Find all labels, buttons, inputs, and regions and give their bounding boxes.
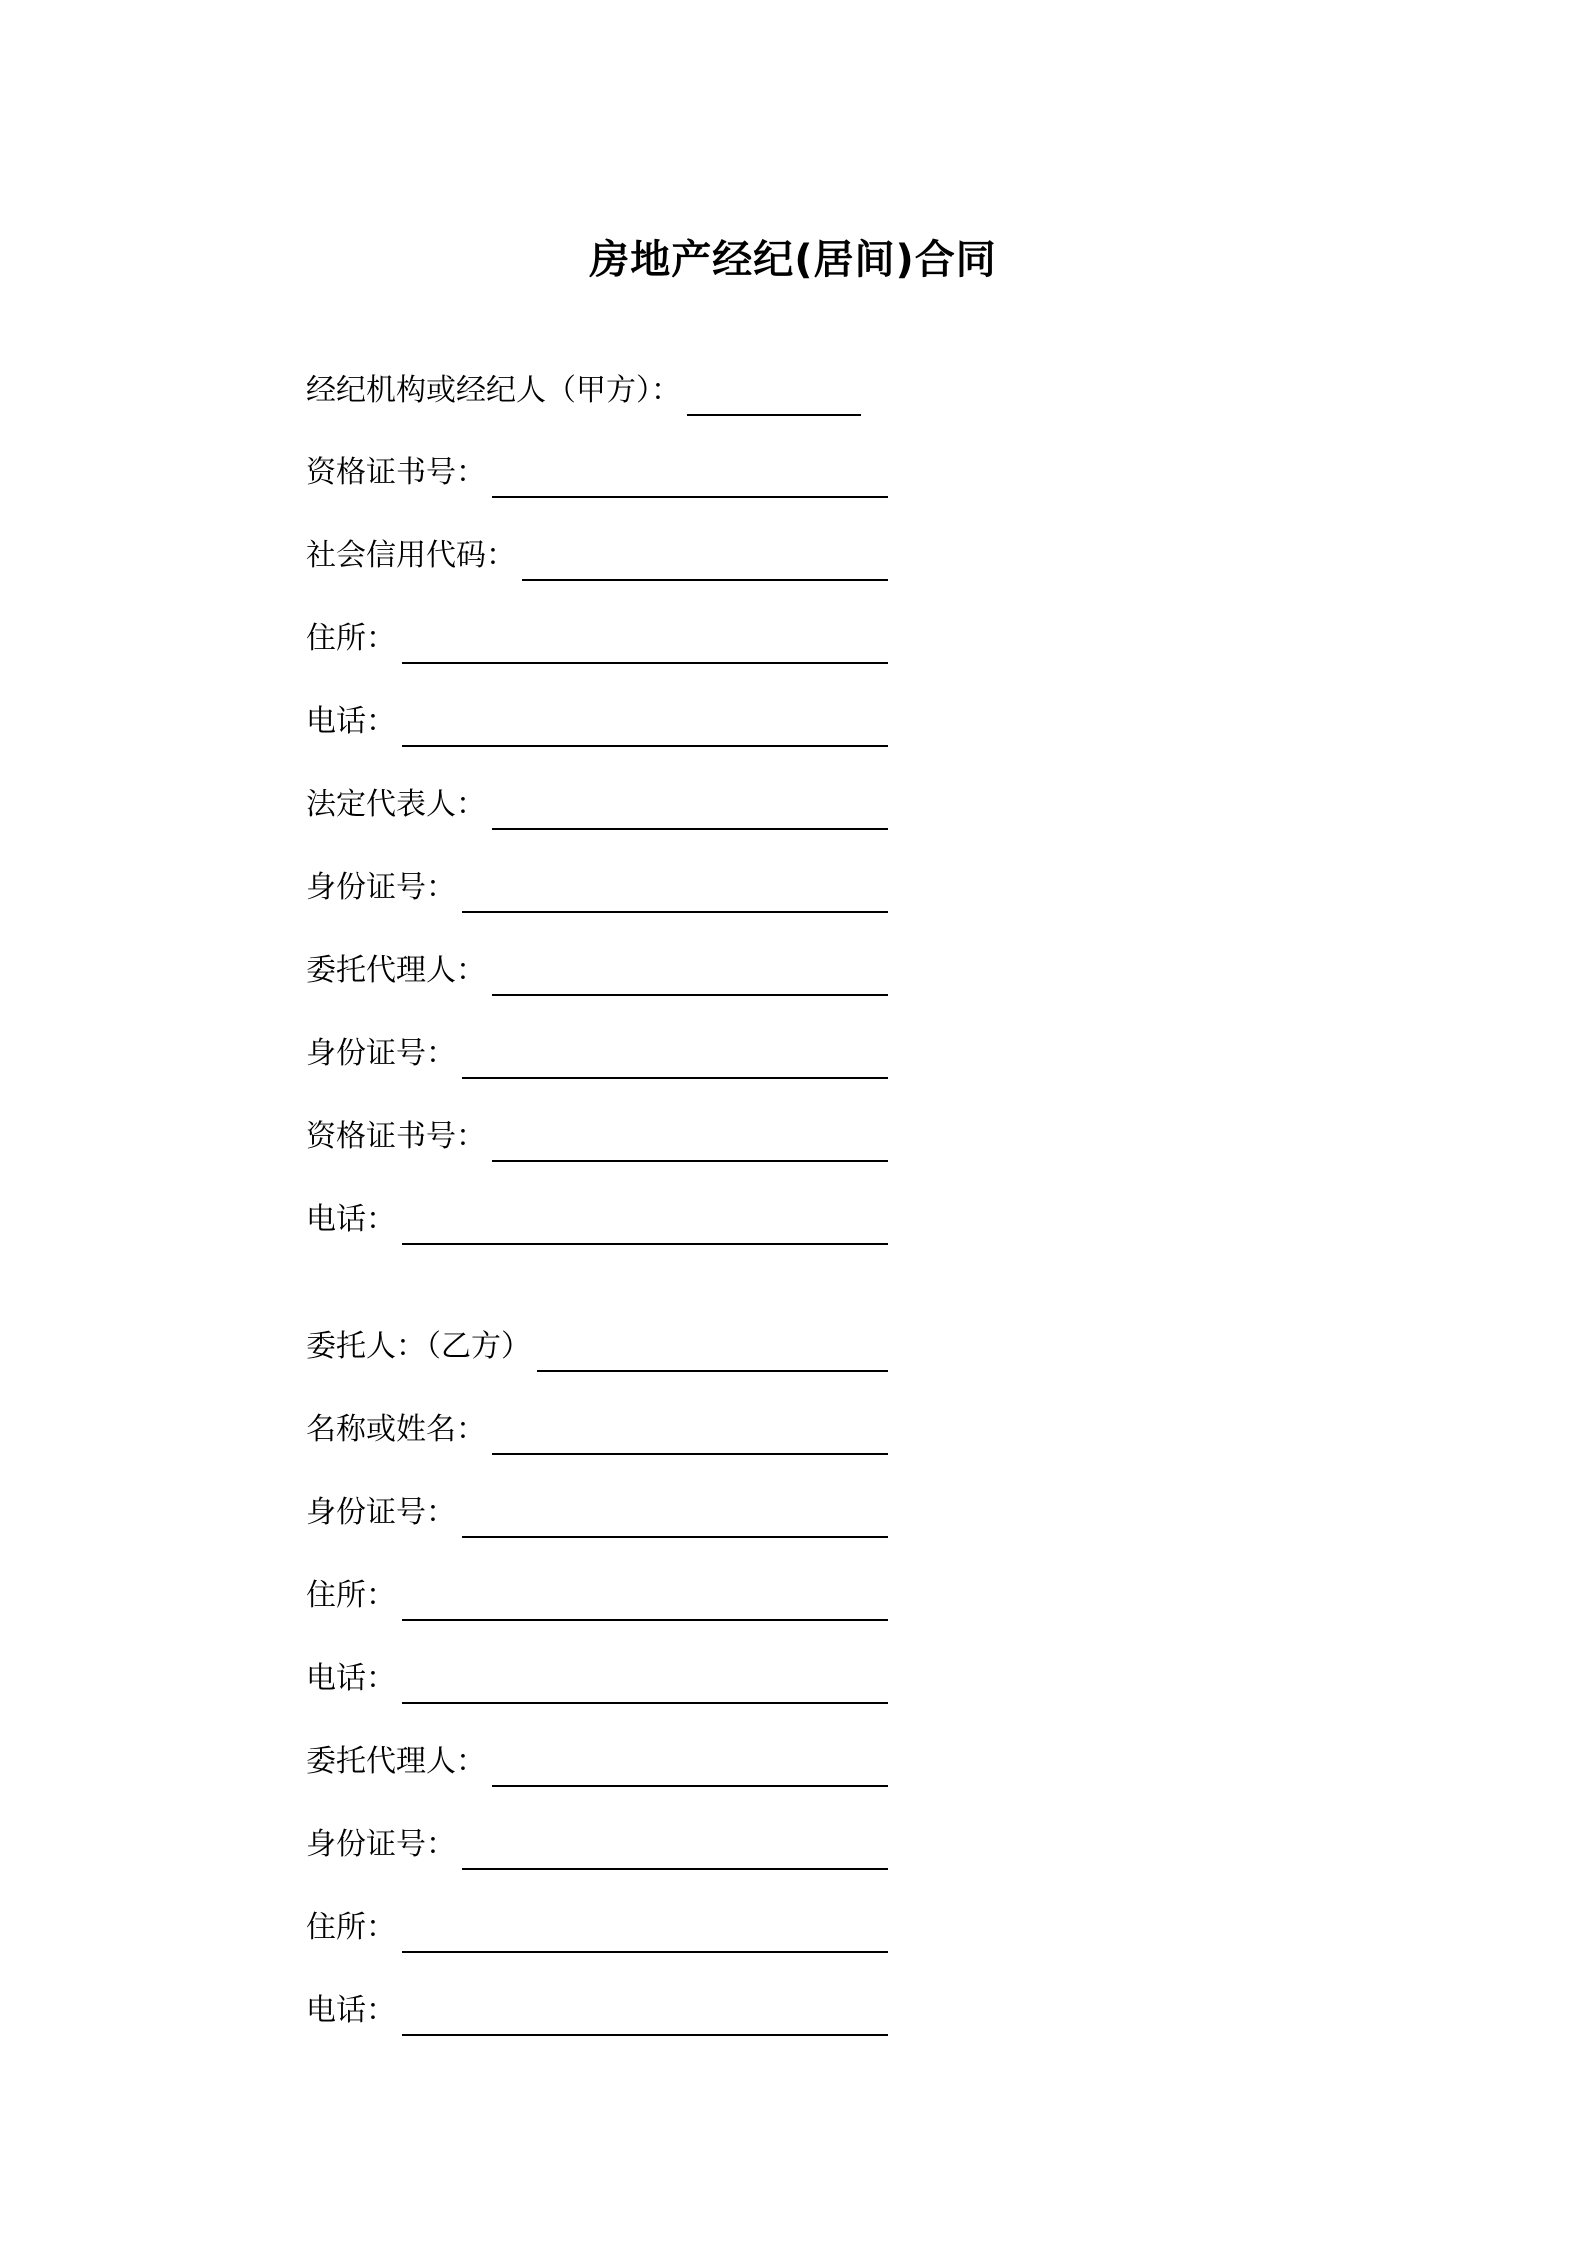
blank-line[interactable] <box>402 1992 888 2036</box>
field-label: 委托代理人： <box>306 1744 486 1779</box>
blank-line[interactable] <box>537 1328 888 1372</box>
blank-line[interactable] <box>462 1826 888 1870</box>
form-field-agent <box>306 946 888 996</box>
form-field-agent-qualification-cert <box>306 1112 888 1162</box>
form-field-agent-id-number <box>306 1029 888 1079</box>
blank-line[interactable] <box>687 372 861 416</box>
field-label: 委托人：（乙方） <box>306 1329 531 1364</box>
blank-line[interactable] <box>462 1035 888 1079</box>
field-label: 住所： <box>306 1910 396 1945</box>
field-label: 身份证号： <box>306 870 456 905</box>
blank-line[interactable] <box>402 1201 888 1245</box>
form-field-credit-code <box>306 531 888 581</box>
form-field-address <box>306 614 888 664</box>
form-field-qualification-cert <box>306 448 888 498</box>
page-title: 房地产经纪(居间)合同 <box>589 237 997 283</box>
field-label: 经纪机构或经纪人（甲方）： <box>306 373 681 408</box>
blank-line[interactable] <box>492 952 888 996</box>
field-label: 资格证书号： <box>306 1119 486 1154</box>
form-field-client-agent-address <box>306 1903 888 1953</box>
blank-line[interactable] <box>402 1909 888 1953</box>
form-field-client-address <box>306 1571 888 1621</box>
form-field-client-id-number <box>306 1488 888 1538</box>
field-label: 社会信用代码： <box>306 538 516 573</box>
blank-line[interactable] <box>462 869 888 913</box>
form-field-agency <box>306 366 888 416</box>
field-label: 电话： <box>306 1993 396 2028</box>
field-label: 住所： <box>306 1578 396 1613</box>
blank-line[interactable] <box>402 703 888 747</box>
blank-line[interactable] <box>522 537 888 581</box>
form-field-phone <box>306 697 888 747</box>
blank-line[interactable] <box>492 1411 888 1455</box>
field-label: 法定代表人： <box>306 787 486 822</box>
field-label: 身份证号： <box>306 1495 456 1530</box>
form-field-client-agent <box>306 1737 888 1787</box>
field-label: 电话： <box>306 704 396 739</box>
blank-line[interactable] <box>492 786 888 830</box>
blank-line[interactable] <box>402 1660 888 1704</box>
blank-line[interactable] <box>462 1494 888 1538</box>
blank-line[interactable] <box>492 1118 888 1162</box>
blank-line[interactable] <box>402 620 888 664</box>
form-field-agent-phone <box>306 1195 888 1245</box>
field-label: 电话： <box>306 1202 396 1237</box>
field-label: 身份证号： <box>306 1036 456 1071</box>
form-field-client <box>306 1322 888 1372</box>
form-field-client-agent-phone <box>306 1986 888 2036</box>
form-field-client-phone <box>306 1654 888 1704</box>
field-label: 电话： <box>306 1661 396 1696</box>
field-label: 身份证号： <box>306 1827 456 1862</box>
blank-line[interactable] <box>492 1743 888 1787</box>
blank-line[interactable] <box>492 454 888 498</box>
form-field-legal-rep <box>306 780 888 830</box>
field-label: 名称或姓名： <box>306 1412 486 1447</box>
form-field-client-name <box>306 1405 888 1455</box>
form-field-client-agent-id-number <box>306 1820 888 1870</box>
form-field-id-number <box>306 863 888 913</box>
blank-line[interactable] <box>402 1577 888 1621</box>
field-label: 住所： <box>306 621 396 656</box>
field-label: 资格证书号： <box>306 455 486 490</box>
field-label: 委托代理人： <box>306 953 486 988</box>
